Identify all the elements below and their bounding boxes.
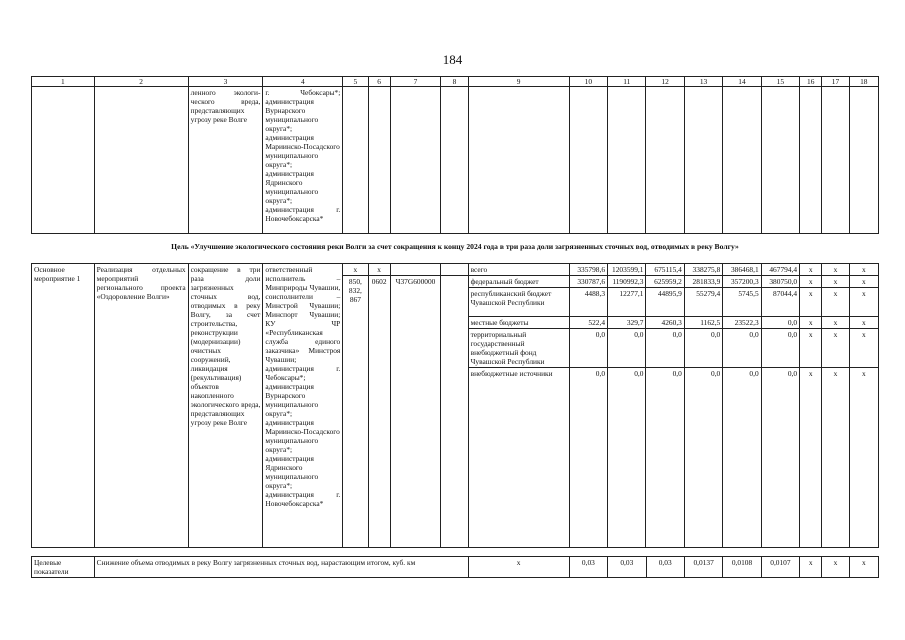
cell-indicator-text: Снижение объема отводимых в реку Волгу загрязненных сточных вод, нарастающим итогом, куб. км [94,557,468,578]
col-header: 14 [723,77,761,87]
cell-value: x [822,264,849,276]
cell-value: 625959,2 [646,276,684,288]
table-cell [608,87,646,234]
cell-value: x [822,368,849,548]
cell-value: 0,0 [684,329,722,368]
col-header: 5 [343,77,368,87]
cell-value: 4488,3 [569,288,607,317]
col-header: 12 [646,77,684,87]
col-header: 2 [94,77,188,87]
cell-grbs: x [343,264,368,276]
cell-value: 675115,4 [646,264,684,276]
cell-value: 338275,8 [684,264,722,276]
cell-value: 1190992,3 [608,276,646,288]
cell-value: 1203599,1 [608,264,646,276]
col-header: 4 [263,77,343,87]
cell-activity-name: Реализация отдельных мероприятий регионального проекта «Оздоровление Волги» [94,264,188,548]
cell-value: 0,0 [608,329,646,368]
cell-value: x [800,288,822,317]
cell-value: 0,0 [569,368,607,548]
col-header: 1 [32,77,95,87]
cell-source: республиканский бюджет Чувашской Республики [468,288,569,317]
table-indicators [31,556,879,578]
column-number-row [32,77,879,87]
table-cell [441,264,468,276]
cell-value: x [849,276,878,288]
cell-value: 5745,5 [723,288,761,317]
cell-value: 12277,1 [608,288,646,317]
page-number: 184 [442,52,463,67]
col-header: 6 [368,77,390,87]
goal-heading: Цель «Улучшение экологического состояния реки Волги за счет сокращения к концу 2024 года в три раза доли загрязненных сточных вод, отводимых в реку Волгу» [171,242,739,251]
cell-value: 386468,1 [723,264,761,276]
cell-value: 0,0 [761,317,799,329]
col-header: 15 [761,77,799,87]
cell-value: x [800,276,822,288]
cell-value: 0,0137 [684,557,722,578]
cell-executors: г. Чебоксары*; администрация Вурнарского муниципального округа*; администрация Мариинско-Посадского муниципального округа*; администрация Ядринского муниципального округа*; администрация г. Новочебоксарска* [263,87,343,234]
cell-source: всего [468,264,569,276]
cell-rz: 0602 [368,276,390,548]
table-cell [441,87,468,234]
table-cell [800,87,822,234]
cell-value: 357200,3 [723,276,761,288]
cell-value: x [822,317,849,329]
cell-value: 281833,9 [684,276,722,288]
cell-result: сокращение в три раза доли загрязненных сточных вод, отводимых в реку Волгу, за счет строительства, реконструкции (модернизации) очистных сооружений, ликвидация (рекультивация) объектов накопленного экологического вреда, представляющих угрозу реке Волге [188,264,263,548]
cell-rz: x [368,264,390,276]
cell-grbs: 850, 832, 867 [343,276,368,548]
cell-value: 330787,6 [569,276,607,288]
cell-value: 1162,5 [684,317,722,329]
table-continuation [31,76,879,234]
table-row [32,557,879,578]
cell-executors: ответственный исполнитель – Минприроды Чувашии, соисполнители – Минстрой Чувашии; Минспорт Чувашии; КУ ЧР «Республиканская служба единого заказчика» Минстроя Чувашии; администрация г. Чебоксары*; администрация Вурнарского муниципального округа*; администрация Мариинско-Посадского муниципального округа*; администрация Ядринского муниципального округа*; администрация г. Новочебоксарска* [263,264,343,548]
table-main-activity [31,263,879,548]
cell-source: x [468,557,569,578]
cell-value: 0,0108 [723,557,761,578]
cell-value: 0,03 [608,557,646,578]
cell-value: 0,0107 [761,557,799,578]
cell-value: 335798,6 [569,264,607,276]
cell-value: 522,4 [569,317,607,329]
col-header: 3 [188,77,263,87]
cell-value: 4260,3 [646,317,684,329]
table-cell [368,87,390,234]
cell-value: 0,03 [646,557,684,578]
cell-csr [390,264,441,276]
table-cell [761,87,799,234]
cell-activity-type: Основное мероприятие 1 [32,264,95,548]
table-cell [646,87,684,234]
cell-value: x [822,329,849,368]
cell-value: x [849,557,878,578]
cell-value: x [800,329,822,368]
cell-value: 87044,4 [761,288,799,317]
table-row [32,87,879,234]
cell-source: федеральный бюджет [468,276,569,288]
col-header: 13 [684,77,722,87]
cell-value: 55279,4 [684,288,722,317]
cell-value: 0,0 [761,329,799,368]
cell-value: 0,0 [761,368,799,548]
table-cell [569,87,607,234]
table-cell [849,87,878,234]
cell-value: x [800,557,822,578]
table-cell [441,276,468,548]
cell-value: x [849,317,878,329]
table-row [32,264,879,276]
table-cell [684,87,722,234]
col-header: 7 [390,77,441,87]
cell-value: x [800,368,822,548]
cell-value: 329,7 [608,317,646,329]
table-cell [390,87,441,234]
table-cell [723,87,761,234]
cell-csr: Ч37G600000 [390,276,441,548]
cell-value: x [822,288,849,317]
col-header: 17 [822,77,849,87]
table-cell [468,87,569,234]
col-header: 18 [849,77,878,87]
cell-value: x [800,317,822,329]
cell-value: 0,0 [569,329,607,368]
cell-result: ленного экологи-ческого вреда, представляющих угрозу реке Волге [188,87,263,234]
table-cell [822,87,849,234]
cell-indicator-label: Целевые показатели [32,557,95,578]
cell-value: 44895,9 [646,288,684,317]
cell-value: x [849,264,878,276]
cell-value: x [849,368,878,548]
cell-value: 0,0 [608,368,646,548]
cell-value: 23522,3 [723,317,761,329]
cell-value: 467794,4 [761,264,799,276]
cell-value: 0,0 [723,368,761,548]
col-header: 11 [608,77,646,87]
table-cell [32,87,95,234]
table-cell [343,87,368,234]
col-header: 16 [800,77,822,87]
table-cell [94,87,188,234]
cell-value: 0,03 [569,557,607,578]
cell-value: 0,0 [646,329,684,368]
cell-value: x [849,329,878,368]
cell-value: 0,0 [684,368,722,548]
cell-source: внебюджетные источники [468,368,569,548]
col-header: 8 [441,77,468,87]
cell-value: x [800,264,822,276]
cell-value: 380750,0 [761,276,799,288]
cell-value: 0,0 [646,368,684,548]
cell-value: x [849,288,878,317]
cell-value: x [822,557,849,578]
cell-source: местные бюджеты [468,317,569,329]
cell-value: x [822,276,849,288]
col-header: 10 [569,77,607,87]
cell-value: 0,0 [723,329,761,368]
col-header: 9 [468,77,569,87]
cell-source: территориальный государственный внебюджетный фонд Чувашской Республики [468,329,569,368]
